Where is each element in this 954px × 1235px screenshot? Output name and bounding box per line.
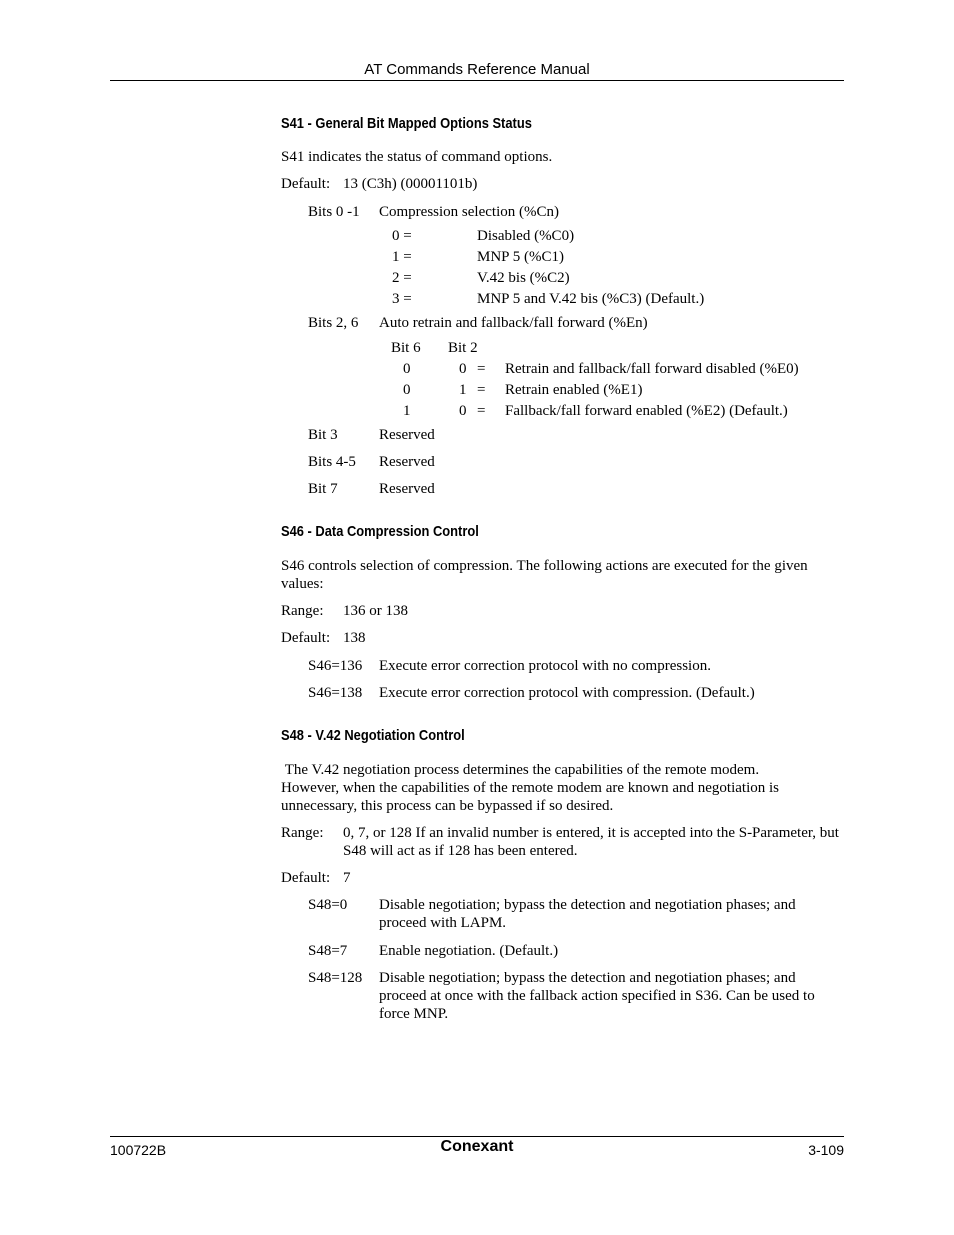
section-heading-s46: S46 - Data Compression Control <box>281 523 479 540</box>
bit6-value: 0 <box>403 382 411 398</box>
s41-default-label: Default: <box>281 176 331 192</box>
running-header: AT Commands Reference Manual <box>364 61 590 78</box>
option-code: 0 = <box>392 228 412 244</box>
s48-range-value: 0, 7, or 128 If an invalid number is entered, it is accepted into the S-Parameter, but S48 will act as if 128 has been entered. <box>343 825 839 859</box>
s46-range-label: Range: <box>281 603 324 619</box>
equals-sign: = <box>477 361 486 377</box>
s41-intro: S41 indicates the status of command options. <box>281 149 553 165</box>
s41-default-value: 13 (C3h) (00001101b) <box>343 176 478 192</box>
header-rule <box>110 80 844 81</box>
section-heading-s41: S41 - General Bit Mapped Options Status <box>281 115 532 132</box>
s48-intro: The V.42 negotiation process determines the capabilities of the remote modem. However, when the capabilities of the remote modem are known and negotiation is unnecessary, this process can be bypassed if so desired. <box>281 762 783 814</box>
reserved-bit-text: Reserved <box>379 481 435 497</box>
s46-item-text: Execute error correction protocol with no compression. <box>379 658 711 674</box>
reserved-bit-label: Bits 4-5 <box>308 454 356 470</box>
option-text: Disabled (%C0) <box>477 228 575 244</box>
s41-bits01-desc: Compression selection (%Cn) <box>379 204 559 220</box>
s48-item-label: S48=0 <box>308 897 348 913</box>
s48-item-text: Disable negotiation; bypass the detection and negotiation phases; and proceed with LAPM. <box>379 897 796 931</box>
option-text: MNP 5 and V.42 bis (%C3) (Default.) <box>477 291 705 307</box>
equals-sign: = <box>477 382 486 398</box>
bit2-value: 0 <box>459 361 467 377</box>
reserved-bit-label: Bit 3 <box>308 427 338 443</box>
bit6-value: 1 <box>403 403 411 419</box>
s48-default-value: 7 <box>343 870 351 886</box>
bit2-value: 1 <box>459 382 467 398</box>
section-heading-s48: S48 - V.42 Negotiation Control <box>281 727 465 744</box>
option-text: V.42 bis (%C2) <box>477 270 570 286</box>
s41-bits26-label: Bits 2, 6 <box>308 315 359 331</box>
s46-default-value: 138 <box>343 630 366 646</box>
footer-rule <box>110 1136 844 1137</box>
s46-item-label: S46=136 <box>308 658 363 674</box>
reserved-bit-text: Reserved <box>379 454 435 470</box>
s48-item-label: S48=7 <box>308 943 348 959</box>
option-code: 2 = <box>392 270 412 286</box>
reserved-bit-label: Bit 7 <box>308 481 338 497</box>
s48-range-label: Range: <box>281 825 324 841</box>
s48-item-text: Disable negotiation; bypass the detection and negotiation phases; and proceed at once with the fallback action specified in S36. Can be used to force MNP. <box>379 970 815 1022</box>
s48-item-label: S48=128 <box>308 970 363 986</box>
option-code: 3 = <box>392 291 412 307</box>
s41-bits26-desc: Auto retrain and fallback/fall forward (%En) <box>379 315 648 331</box>
s46-range-value: 136 or 138 <box>343 603 408 619</box>
bit-combo-text: Retrain and fallback/fall forward disabled (%E0) <box>505 361 799 377</box>
s46-item-label: S46=138 <box>308 685 363 701</box>
bit6-value: 0 <box>403 361 411 377</box>
doc-number: 100722B <box>110 1142 167 1158</box>
equals-sign: = <box>477 403 486 419</box>
company-name: Conexant <box>440 1138 514 1155</box>
page-number: 3-109 <box>808 1142 844 1158</box>
bit2-column-header: Bit 2 <box>448 340 478 356</box>
option-code: 1 = <box>392 249 412 265</box>
s41-bits01-label: Bits 0 -1 <box>308 204 360 220</box>
s46-item-text: Execute error correction protocol with compression. (Default.) <box>379 685 755 701</box>
s48-item-text: Enable negotiation. (Default.) <box>379 943 559 959</box>
bit2-value: 0 <box>459 403 467 419</box>
bit-combo-text: Retrain enabled (%E1) <box>505 382 643 398</box>
bit6-column-header: Bit 6 <box>391 340 421 356</box>
s46-default-label: Default: <box>281 630 331 646</box>
s46-intro: S46 controls selection of compression. The following actions are executed for the given values: <box>281 558 808 592</box>
option-text: MNP 5 (%C1) <box>477 249 564 265</box>
bit-combo-text: Fallback/fall forward enabled (%E2) (Default.) <box>505 403 788 419</box>
reserved-bit-text: Reserved <box>379 427 435 443</box>
s48-default-label: Default: <box>281 870 331 886</box>
